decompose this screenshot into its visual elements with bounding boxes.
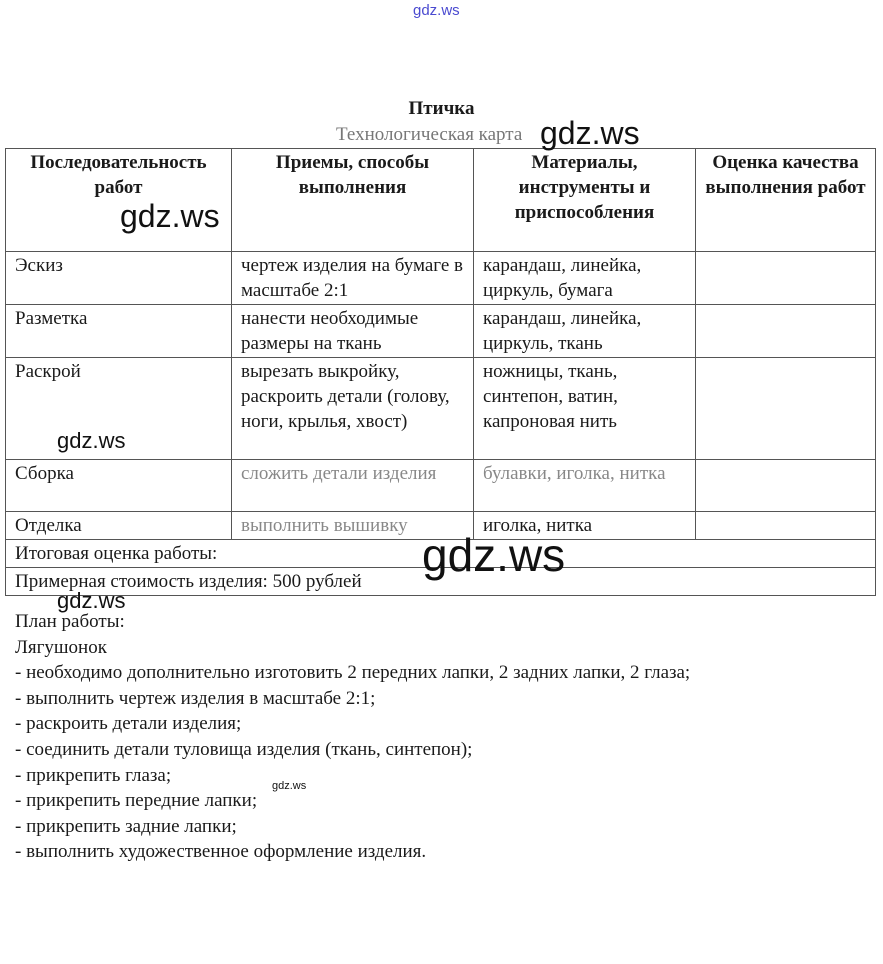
table-cell [696,512,876,540]
plan-item: - необходимо дополнительно изготовить 2 передних лапки, 2 задних лапки, 2 глаза; [15,662,691,684]
table-row [6,252,876,305]
table-cell [696,252,876,305]
plan-item: - выполнить художественное оформление изделия. [15,841,427,863]
table-cell: Сборка [6,460,232,512]
table-cell: иголка, нитка [474,512,696,540]
table-cell [696,305,876,358]
table-cell: Раскрой [6,358,232,460]
watermark: gdz.ws [413,2,460,19]
table-row [6,358,876,460]
document-subtitle: Технологическая карта [336,124,523,145]
table-cell: ножницы, ткань, синтепон, ватин, капроновая нить [474,358,696,460]
table-cell: карандаш, линейка, циркуль, ткань [474,305,696,358]
plan-item: - соединить детали туловища изделия (ткань, синтепон); [15,738,473,760]
table-row [6,305,876,358]
plan-item: - раскроить детали изделия; [15,713,242,735]
header-sequence: Последовательность работ [6,149,232,252]
table-row [6,460,876,512]
watermark: gdz.ws [120,198,220,234]
table-cell [696,460,876,512]
table-cell: чертеж изделия на бумаге в масштабе 2:1 [232,252,474,305]
table-cell [696,358,876,460]
document-title: Птичка [408,98,475,119]
table-cell: булавки, иголка, нитка [474,460,696,512]
watermark: gdz.ws [57,428,126,453]
header-materials: Материалы, инструменты и приспособления [474,149,696,252]
plan-item: - прикрепить передние лапки; [15,790,258,812]
plan-item: - выполнить чертеж изделия в масштабе 2:1; [15,687,376,709]
table-cell: нанести необходимые размеры на ткань [232,305,474,358]
table-cell: Эскиз [6,252,232,305]
header-methods: Приемы, способы выполнения [232,149,474,252]
cost-cell: Примерная стоимость изделия: 500 рублей [6,568,876,596]
table-cell: вырезать выкройку, раскроить детали (голову, ноги, крылья, хвост) [232,358,474,460]
watermark: gdz.ws [57,588,126,613]
plan-item: - прикрепить задние лапки; [15,815,237,837]
plan-heading: План работы: [15,611,125,632]
table-cell: Отделка [6,512,232,540]
watermark: gdz.ws [272,780,307,792]
work-plan [15,609,690,865]
header-quality: Оценка качества выполнения работ [696,149,876,252]
watermark: gdz.ws [422,529,566,581]
plan-item-name: Лягушонок [15,636,107,658]
watermark: gdz.ws [540,115,640,151]
table-cell: Разметка [6,305,232,358]
total-score-cell: Итоговая оценка работы: [6,540,876,568]
table-cell: сложить детали изделия [232,460,474,512]
plan-item: - прикрепить глаза; [15,764,172,786]
table-cell: выполнить вышивку [232,512,474,540]
table-cell: карандаш, линейка, циркуль, бумага [474,252,696,305]
